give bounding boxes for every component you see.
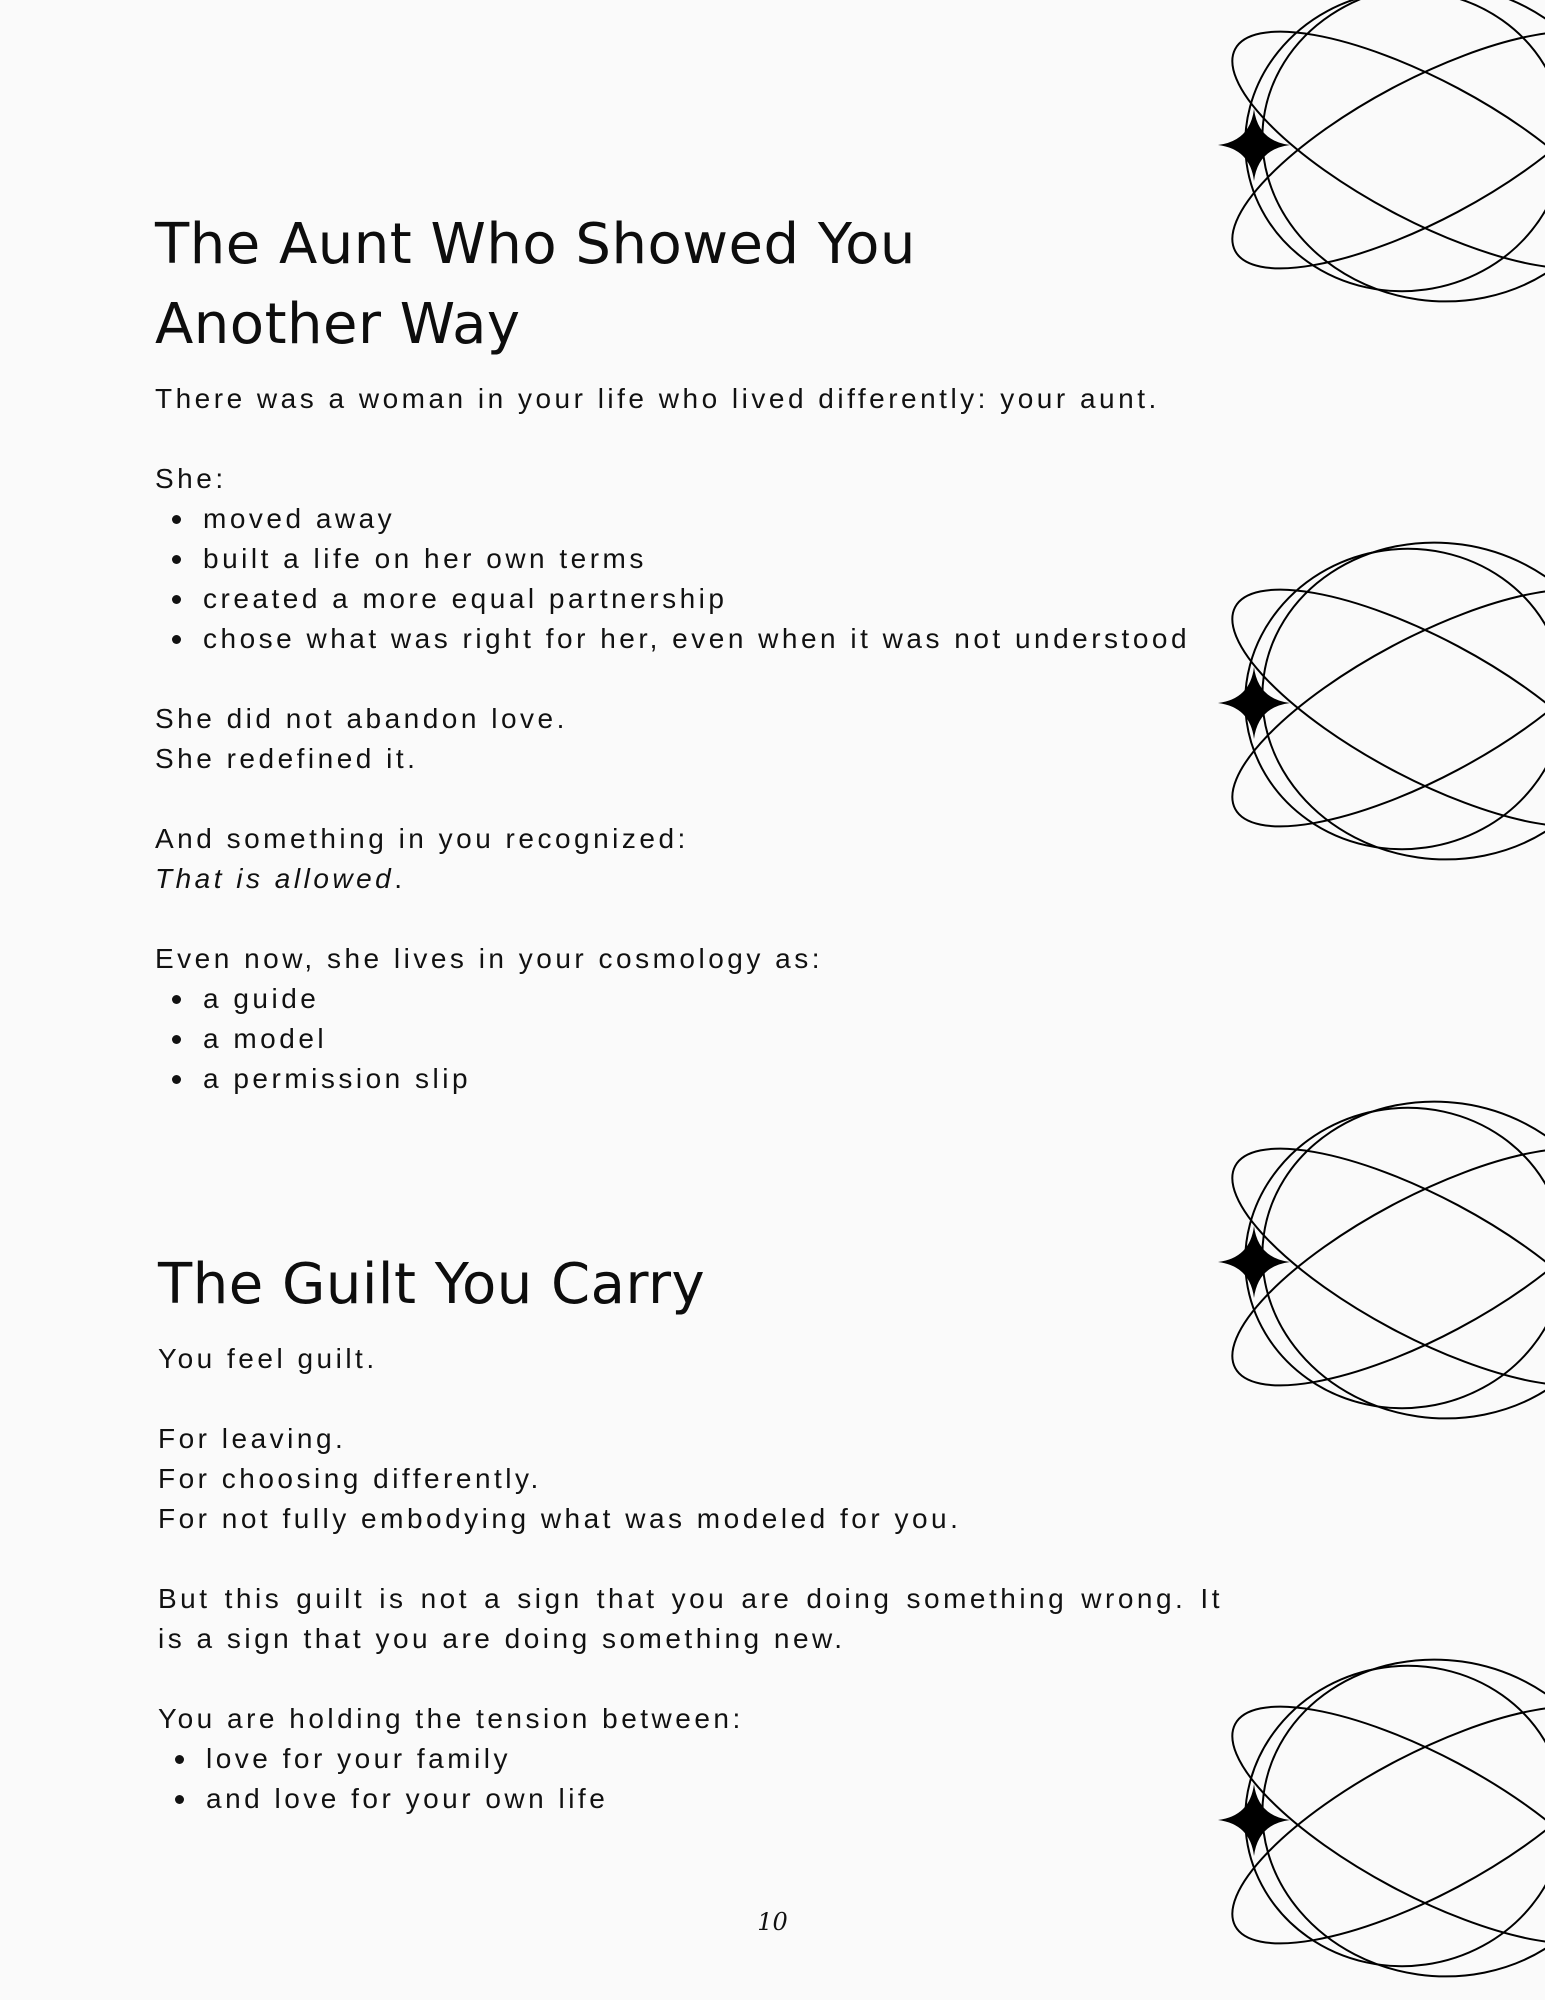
orbit-ellipse xyxy=(1202,1104,1545,1429)
section-title-aunt xyxy=(155,205,1055,365)
list-item: a guide xyxy=(155,979,1220,1019)
line-for-choosing: For choosing differently. xyxy=(158,1463,542,1494)
orbit-ellipse xyxy=(1202,1662,1545,1987)
bullet-icon xyxy=(172,1075,181,1084)
paragraph-but: But this guilt is not a sign that you are doing something wrong. It is a sign that you are doing something new. xyxy=(158,1583,1223,1654)
line-for-not: For not fully embodying what was modeled for you. xyxy=(158,1503,962,1534)
line-recognized: And something in you recognized: xyxy=(155,823,689,854)
orbit-ellipse xyxy=(1242,520,1545,882)
allowed-italic: That is allowed xyxy=(155,863,395,894)
bullet-icon xyxy=(172,595,181,604)
section-title-guilt: The Guilt You Carry xyxy=(158,1252,706,1317)
tension-list xyxy=(158,1739,1223,1819)
title-line-1: The Aunt Who Showed You xyxy=(155,212,916,277)
list-item: chose what was right for her, even when it was not understood xyxy=(155,619,1220,659)
list-item: built a life on her own terms xyxy=(155,539,1220,579)
line-holding: You are holding the tension between: xyxy=(158,1703,744,1734)
section-body-aunt xyxy=(155,379,1220,1099)
section-guilt xyxy=(158,1245,1223,1819)
bullet-icon xyxy=(172,555,181,564)
line-even-now: Even now, she lives in your cosmology as: xyxy=(155,943,823,974)
orbit-ellipse xyxy=(1226,1087,1545,1429)
line-abandon: She did not abandon love. xyxy=(155,703,568,734)
orbit-ellipse xyxy=(1242,0,1545,324)
bullet-icon xyxy=(172,1035,181,1044)
cosmology-list xyxy=(155,979,1220,1099)
title-line-2: Another Way xyxy=(155,292,521,357)
section-body-guilt xyxy=(158,1339,1223,1819)
sparkle-star-icon xyxy=(1218,1784,1290,1856)
list-item: a permission slip xyxy=(155,1059,1220,1099)
orbit-ellipse xyxy=(1202,545,1545,870)
page-number: 10 xyxy=(757,1908,788,1936)
sparkle-star-icon xyxy=(1218,1226,1290,1298)
orbit-ellipse xyxy=(1202,0,1545,313)
list-item: created a more equal partnership xyxy=(155,579,1220,619)
orbit-ellipse xyxy=(1202,545,1545,870)
bullet-icon xyxy=(175,1755,184,1764)
orbit-star-icon xyxy=(1202,0,1545,324)
she-list xyxy=(155,499,1220,659)
orbit-ellipse xyxy=(1242,1079,1545,1441)
list-item: love for your family xyxy=(158,1739,1223,1779)
bullet-icon xyxy=(172,635,181,644)
bullet-icon xyxy=(172,995,181,1004)
line-allowed xyxy=(155,859,1220,899)
she-label: She: xyxy=(155,463,227,494)
list-item: a model xyxy=(155,1019,1220,1059)
orbit-ellipse xyxy=(1226,0,1545,312)
sparkle-star-icon xyxy=(1218,667,1290,739)
section-aunt xyxy=(155,205,1220,1099)
intro-paragraph: There was a woman in your life who lived differently: your aunt. xyxy=(155,383,1160,414)
line-for-leaving: For leaving. xyxy=(158,1423,347,1454)
orbit-star-icon xyxy=(1202,520,1545,882)
bullet-icon xyxy=(172,515,181,524)
sparkle-star-icon xyxy=(1218,109,1290,181)
line-feel: You feel guilt. xyxy=(158,1343,378,1374)
orbit-ellipse xyxy=(1242,1637,1545,1999)
line-redefined: She redefined it. xyxy=(155,743,419,774)
orbit-star-icon xyxy=(1202,1637,1545,1999)
allowed-period: . xyxy=(394,863,406,894)
orbit-ellipse xyxy=(1202,1662,1545,1987)
list-item: moved away xyxy=(155,499,1220,539)
bullet-icon xyxy=(175,1795,184,1804)
list-item: and love for your own life xyxy=(158,1779,1223,1819)
orbit-star-icon xyxy=(1202,1079,1545,1441)
orbit-ellipse xyxy=(1202,0,1545,313)
orbit-ellipse xyxy=(1226,528,1545,870)
orbit-ellipse xyxy=(1202,1104,1545,1429)
